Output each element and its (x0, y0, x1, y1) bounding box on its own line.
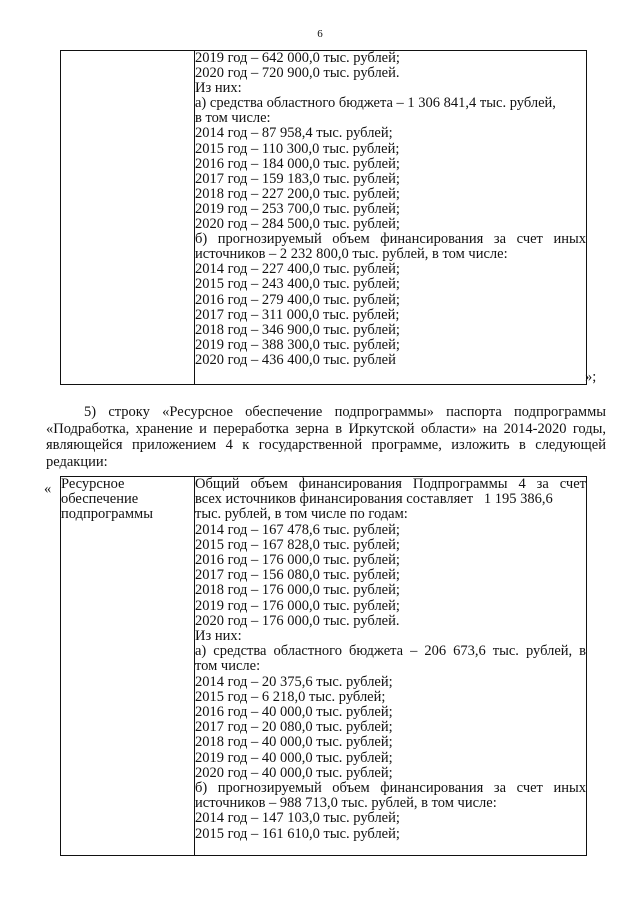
table2-line: 2019 год – 176 000,0 тыс. рублей; (195, 597, 400, 614)
table1-line: 2020 год – 284 500,0 тыс. рублей; (195, 216, 400, 233)
table2-line: б) прогнозируемый объем финансирования за счет иных (195, 780, 586, 797)
table1-line: 2016 год – 279 400,0 тыс. рублей; (195, 291, 400, 308)
table2-line: Общий объем финансирования Подпрограммы 4 за счет (195, 476, 586, 492)
table2-left-cell (61, 477, 195, 856)
resource-table-new (60, 476, 587, 856)
table1-line: 2019 год – 253 700,0 тыс. рублей; (195, 200, 400, 217)
table2-line: 2017 год – 20 080,0 тыс. рублей; (195, 719, 393, 736)
paragraph-line: «Подработка, хранение и переработка зерна в Иркутской области» на 2014-2020 годы, (46, 420, 606, 437)
table2-line: 2016 год – 176 000,0 тыс. рублей; (195, 552, 400, 569)
paragraph-line: редакции: (46, 453, 108, 470)
opening-quote: « (44, 481, 52, 497)
table1-line: а) средства областного бюджета – 1 306 841,4 тыс. рублей, (195, 95, 556, 112)
table2-line: тыс. рублей, в том числе по годам: (195, 506, 408, 523)
row-title-line: обеспечение (61, 491, 139, 508)
table1-line: 2019 год – 388 300,0 тыс. рублей; (195, 336, 400, 353)
table2-line: 2015 год – 167 828,0 тыс. рублей; (195, 536, 400, 553)
table2-line: 2014 год – 147 103,0 тыс. рублей; (195, 810, 400, 827)
table2-line: 2014 год – 167 478,6 тыс. рублей; (195, 521, 400, 538)
table1-left-cell (61, 51, 195, 385)
table2-line: том числе: (195, 658, 261, 675)
table2-line: 2017 год – 156 080,0 тыс. рублей; (195, 567, 400, 584)
table2-line: 2015 год – 161 610,0 тыс. рублей; (195, 825, 400, 842)
paragraph-line: 5) строку «Ресурсное обеспечение подпрограммы» паспорта подпрограммы (84, 404, 606, 420)
table1-line: 2014 год – 227 400,0 тыс. рублей; (195, 261, 400, 278)
amendment-paragraph (46, 404, 606, 470)
table1-line: 2016 год – 184 000,0 тыс. рублей; (195, 155, 400, 172)
table2-line: 2018 год – 40 000,0 тыс. рублей; (195, 734, 393, 751)
table1-line: 2018 год – 227 200,0 тыс. рублей; (195, 185, 400, 202)
closing-quote: »; (585, 369, 597, 385)
resource-table-continued (60, 50, 587, 385)
table2-line: 2015 год – 6 218,0 тыс. рублей; (195, 688, 386, 705)
table2-line: Из них: (195, 628, 242, 645)
table1-line: в том числе: (195, 110, 271, 127)
table2-line: всех источников финансирования составляет 1 195 386,6 (195, 491, 553, 508)
table1-line: 2017 год – 311 000,0 тыс. рублей; (195, 306, 400, 323)
table1-line: 2015 год – 110 300,0 тыс. рублей; (195, 140, 400, 157)
table2-line: а) средства областного бюджета – 206 673,6 тыс. рублей, в (195, 643, 586, 660)
table1-right-cell (195, 51, 587, 385)
table1-line: 2020 год – 436 400,0 тыс. рублей (195, 351, 396, 368)
table2-line: 2018 год – 176 000,0 тыс. рублей; (195, 582, 400, 599)
table2-line: 2014 год – 20 375,6 тыс. рублей; (195, 673, 393, 690)
table2-line: 2019 год – 40 000,0 тыс. рублей; (195, 749, 393, 766)
table2-right-cell (195, 477, 587, 856)
table1-line: 2015 год – 243 400,0 тыс. рублей; (195, 276, 400, 293)
table1-line: 2014 год – 87 958,4 тыс. рублей; (195, 125, 393, 142)
table1-line: 2017 год – 159 183,0 тыс. рублей; (195, 170, 400, 187)
table2-line: 2020 год – 40 000,0 тыс. рублей; (195, 764, 393, 781)
row-title-line: Ресурсное (61, 476, 125, 492)
table1-line: б) прогнозируемый объем финансирования за счет иных (195, 231, 586, 248)
table2-line: 2016 год – 40 000,0 тыс. рублей; (195, 704, 393, 721)
table1-line: 2019 год – 642 000,0 тыс. рублей; (195, 50, 400, 66)
table1-line: 2018 год – 346 900,0 тыс. рублей; (195, 321, 400, 338)
table1-line: 2020 год – 720 900,0 тыс. рублей. (195, 65, 400, 82)
paragraph-line: являющейся приложением 4 к государственной программе, изложить в следующей (46, 437, 606, 453)
page-number: 6 (317, 28, 323, 40)
table1-line: источников – 2 232 800,0 тыс. рублей, в том числе: (195, 246, 508, 263)
table1-line: Из них: (195, 80, 242, 97)
table2-line: 2020 год – 176 000,0 тыс. рублей. (195, 612, 400, 629)
table2-line: источников – 988 713,0 тыс. рублей, в том числе: (195, 795, 497, 812)
row-title-line: подпрограммы (61, 506, 153, 523)
